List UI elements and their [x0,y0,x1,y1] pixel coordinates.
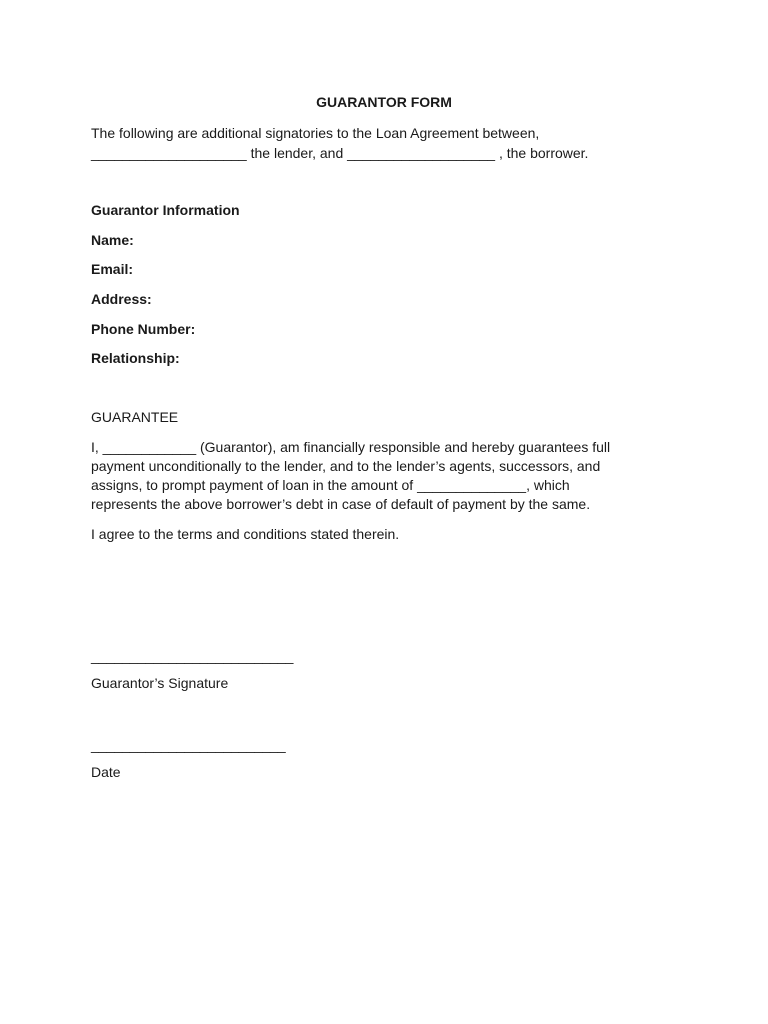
guarantee-line-3: assigns, to prompt payment of loan in the amount of ______________, which [91,477,570,493]
signature-label: Guarantor’s Signature [91,675,229,691]
date-line: _________________________ [91,737,286,753]
guarantee-heading: GUARANTEE [91,409,179,425]
name-label: Name: [91,232,134,248]
intro-line-1: The following are additional signatories to the Loan Agreement between, [91,125,540,141]
page-title: GUARANTOR FORM [316,94,452,110]
relationship-label: Relationship: [91,350,180,366]
intro-paragraph [91,123,691,163]
address-label: Address: [91,291,152,307]
date-label: Date [91,764,121,780]
guarantor-info-heading: Guarantor Information [91,202,240,218]
guarantee-line-1: I, ____________ (Guarantor), am financially responsible and hereby guarantees full [91,439,611,455]
guarantee-line-2: payment unconditionally to the lender, and to the lender’s agents, successors, and [91,458,601,474]
guarantee-paragraph [91,438,671,514]
email-label: Email: [91,261,134,277]
guarantee-line-4: represents the above borrower’s debt in case of default of payment by the same. [91,496,591,512]
phone-number-label: Phone Number: [91,321,196,337]
signature-line: __________________________ [91,648,294,664]
agreement-statement: I agree to the terms and conditions stated therein. [91,526,400,542]
intro-line-2: ____________________ the lender, and ___________________ , the borrower. [91,145,589,161]
